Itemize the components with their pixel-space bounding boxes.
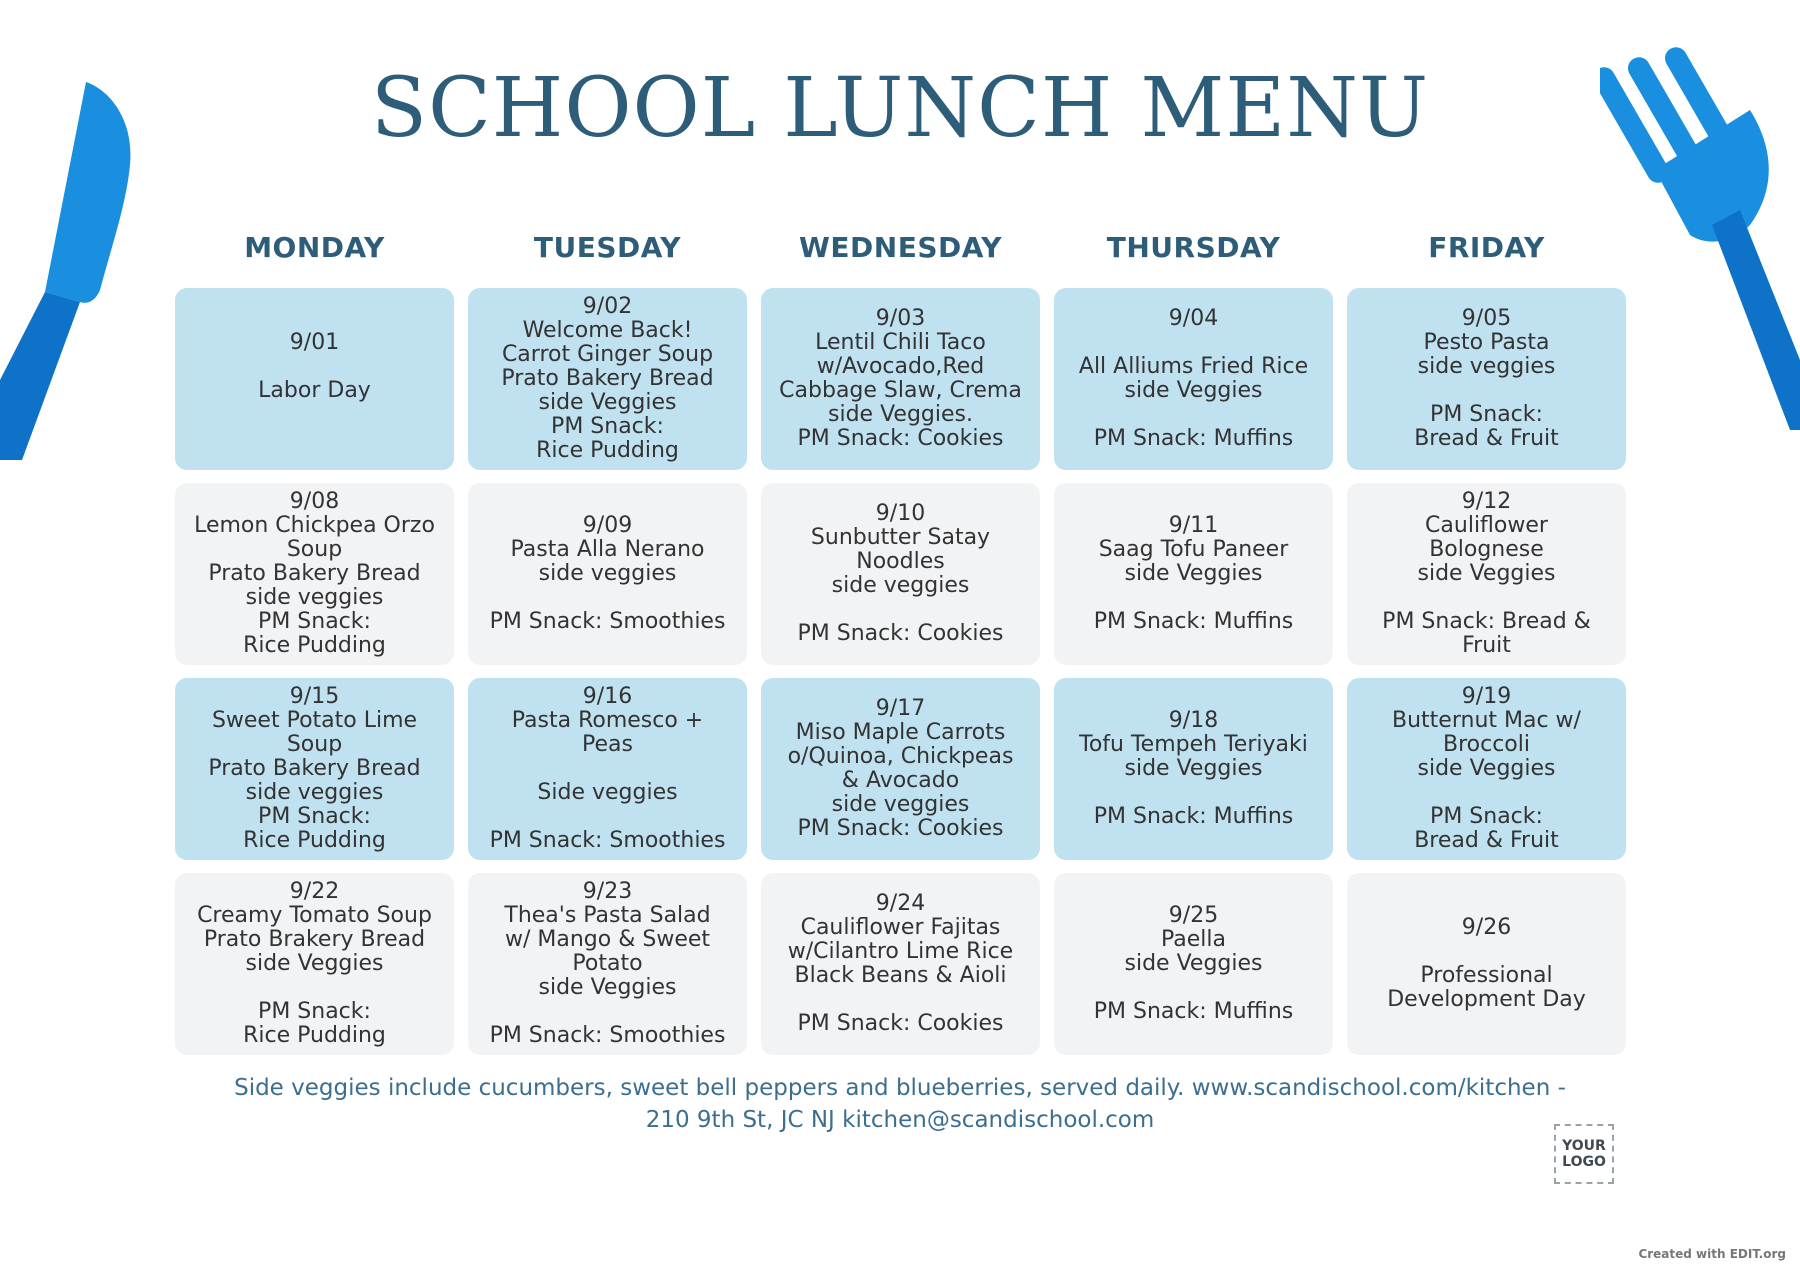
menu-item-line: Prato Brakery Bread bbox=[203, 927, 426, 952]
menu-item-line: PM Snack: bbox=[551, 414, 664, 439]
menu-date: 9/01 bbox=[289, 330, 340, 355]
menu-item-line: Development Day bbox=[1387, 987, 1586, 1012]
menu-item-line: Rice Pudding bbox=[243, 1023, 386, 1048]
menu-item-line: Prato Bakery Bread bbox=[208, 561, 421, 586]
menu-item-line: Prato Bakery Bread bbox=[208, 756, 421, 781]
menu-item-line: PM Snack: Cookies bbox=[797, 426, 1004, 451]
menu-date: 9/09 bbox=[582, 513, 633, 538]
menu-item-line: Bread & Fruit bbox=[1414, 426, 1559, 451]
menu-cell bbox=[175, 288, 454, 470]
menu-date: 9/24 bbox=[875, 891, 926, 916]
menu-item-line: side veggies bbox=[831, 792, 970, 817]
menu-item-line: Pasta Alla Nerano bbox=[510, 537, 705, 562]
menu-item-line: Sweet Potato Lime bbox=[211, 708, 418, 733]
menu-date: 9/18 bbox=[1168, 708, 1219, 733]
menu-item-line: side veggies bbox=[245, 780, 384, 805]
menu-item-line: PM Snack: bbox=[258, 609, 371, 634]
menu-cell bbox=[468, 678, 747, 860]
menu-item-line: side veggies bbox=[831, 573, 970, 598]
menu-item-line: PM Snack: bbox=[258, 804, 371, 829]
menu-item-line: Cauliflower bbox=[1425, 513, 1548, 538]
menu-cell bbox=[1054, 678, 1333, 860]
menu-item-line: Fruit bbox=[1462, 633, 1511, 658]
menu-date: 9/03 bbox=[875, 306, 926, 331]
footer-note bbox=[160, 1072, 1640, 1136]
menu-item-line: Labor Day bbox=[258, 378, 371, 403]
menu-item-line: Peas bbox=[582, 732, 633, 757]
menu-cell bbox=[175, 873, 454, 1055]
menu-item-line: All Alliums Fried Rice bbox=[1078, 354, 1309, 379]
menu-date: 9/05 bbox=[1461, 306, 1512, 331]
menu-item-line: PM Snack: Smoothies bbox=[489, 828, 726, 853]
menu-item-line: side Veggies bbox=[538, 975, 677, 1000]
day-header-thursday: THURSDAY bbox=[1106, 231, 1281, 264]
menu-item-line: Prato Bakery Bread bbox=[501, 366, 714, 391]
menu-cell bbox=[1347, 288, 1626, 470]
menu-item-line: Paella bbox=[1160, 927, 1226, 952]
menu-date: 9/16 bbox=[582, 684, 633, 709]
menu-item-line: PM Snack: Cookies bbox=[797, 1011, 1004, 1036]
day-header-wednesday: WEDNESDAY bbox=[799, 231, 1002, 264]
menu-item-line: side veggies bbox=[538, 561, 677, 586]
menu-item-line: o/Quinoa, Chickpeas bbox=[787, 744, 1014, 769]
menu-item-line: Tofu Tempeh Teriyaki bbox=[1079, 732, 1308, 757]
menu-item-line: PM Snack: bbox=[1430, 804, 1543, 829]
menu-item-line: Carrot Ginger Soup bbox=[501, 342, 714, 367]
menu-item-line: Sunbutter Satay bbox=[810, 525, 991, 550]
menu-date: 9/15 bbox=[289, 684, 340, 709]
menu-item-line: Miso Maple Carrots bbox=[795, 720, 1006, 745]
fork-icon bbox=[1600, 0, 1800, 430]
menu-item-line: Rice Pudding bbox=[536, 438, 679, 463]
menu-item-line: PM Snack: Smoothies bbox=[489, 1023, 726, 1048]
menu-date: 9/25 bbox=[1168, 903, 1219, 928]
menu-item-line: Saag Tofu Paneer bbox=[1098, 537, 1289, 562]
menu-date: 9/23 bbox=[582, 879, 633, 904]
menu-item-line: Soup bbox=[286, 537, 343, 562]
menu-date: 9/17 bbox=[875, 696, 926, 721]
menu-item-line: Lentil Chili Taco bbox=[815, 330, 986, 355]
day-header-friday: FRIDAY bbox=[1428, 231, 1545, 264]
menu-item-line: side Veggies bbox=[1124, 756, 1263, 781]
menu-item-line: Potato bbox=[572, 951, 643, 976]
menu-item-line: Cauliflower Fajitas bbox=[800, 915, 1001, 940]
menu-item-line: Bread & Fruit bbox=[1414, 828, 1559, 853]
menu-cell bbox=[761, 873, 1040, 1055]
menu-item-line: PM Snack: Cookies bbox=[797, 816, 1004, 841]
menu-cell bbox=[761, 483, 1040, 665]
day-header-tuesday: TUESDAY bbox=[533, 231, 682, 264]
menu-item-line: PM Snack: Muffins bbox=[1093, 609, 1294, 634]
menu-item-line: Broccoli bbox=[1443, 732, 1530, 757]
logo-text-1: YOUR bbox=[1562, 1138, 1606, 1154]
menu-item-line: w/ Mango & Sweet bbox=[504, 927, 711, 952]
menu-item-line: side Veggies bbox=[1124, 561, 1263, 586]
menu-item-line: Soup bbox=[286, 732, 343, 757]
menu-item-line: Lemon Chickpea Orzo bbox=[194, 513, 435, 538]
menu-date: 9/11 bbox=[1168, 513, 1219, 538]
menu-cell bbox=[468, 288, 747, 470]
day-header-monday: MONDAY bbox=[244, 231, 385, 264]
footer-line-1: Side veggies include cucumbers, sweet bell peppers and blueberries, served daily. www.scandischool.com/kitchen - bbox=[234, 1075, 1566, 1101]
menu-cell bbox=[761, 678, 1040, 860]
menu-cell bbox=[1054, 873, 1333, 1055]
menu-cell bbox=[1347, 873, 1626, 1055]
menu-date: 9/19 bbox=[1461, 684, 1512, 709]
menu-item-line: side Veggies bbox=[1124, 951, 1263, 976]
menu-item-line: Welcome Back! bbox=[522, 318, 693, 343]
menu-date: 9/08 bbox=[289, 489, 340, 514]
menu-item-line: side Veggies. bbox=[828, 402, 973, 427]
menu-cell bbox=[1347, 483, 1626, 665]
menu-cell bbox=[175, 483, 454, 665]
menu-item-line: PM Snack: Muffins bbox=[1093, 999, 1294, 1024]
footer-line-2: 210 9th St, JC NJ kitchen@scandischool.com bbox=[645, 1107, 1155, 1133]
menu-item-line: w/Cilantro Lime Rice bbox=[787, 939, 1014, 964]
menu-item-line: PM Snack: Muffins bbox=[1093, 804, 1294, 829]
menu-grid bbox=[175, 222, 1629, 1068]
menu-item-line: side Veggies bbox=[538, 390, 677, 415]
menu-item-line: Rice Pudding bbox=[243, 828, 386, 853]
menu-item-line: side Veggies bbox=[1417, 756, 1556, 781]
menu-date: 9/02 bbox=[582, 294, 633, 319]
menu-item-line: side Veggies bbox=[245, 951, 384, 976]
menu-date: 9/22 bbox=[289, 879, 340, 904]
menu-cell bbox=[175, 678, 454, 860]
menu-cell bbox=[761, 288, 1040, 470]
menu-item-line: Black Beans & Aioli bbox=[794, 963, 1007, 988]
menu-item-line: Creamy Tomato Soup bbox=[197, 903, 432, 928]
menu-item-line: Cabbage Slaw, Crema bbox=[779, 378, 1022, 403]
menu-cell bbox=[468, 873, 747, 1055]
menu-item-line: Bolognese bbox=[1429, 537, 1544, 562]
menu-date: 9/04 bbox=[1168, 306, 1219, 331]
menu-item-line: side Veggies bbox=[1417, 561, 1556, 586]
menu-item-line: PM Snack: Muffins bbox=[1093, 426, 1294, 451]
menu-item-line: Pesto Pasta bbox=[1423, 330, 1550, 355]
menu-item-line: side veggies bbox=[1417, 354, 1556, 379]
menu-item-line: side Veggies bbox=[1124, 378, 1263, 403]
menu-cell bbox=[1054, 483, 1333, 665]
logo-text-2: LOGO bbox=[1562, 1154, 1606, 1170]
menu-item-line: Side veggies bbox=[537, 780, 678, 805]
watermark-credit: Created with EDIT.org bbox=[1638, 1247, 1786, 1261]
menu-item-line: Rice Pudding bbox=[243, 633, 386, 658]
menu-item-line: PM Snack: Cookies bbox=[797, 621, 1004, 646]
menu-item-line: Thea's Pasta Salad bbox=[504, 903, 711, 928]
menu-item-line: PM Snack: Bread & bbox=[1382, 609, 1591, 634]
menu-date: 9/12 bbox=[1461, 489, 1512, 514]
menu-item-line: Professional bbox=[1420, 963, 1553, 988]
menu-cell bbox=[468, 483, 747, 665]
menu-cell bbox=[1347, 678, 1626, 860]
menu-item-line: & Avocado bbox=[841, 768, 960, 793]
menu-item-line: PM Snack: bbox=[1430, 402, 1543, 427]
menu-date: 9/10 bbox=[875, 501, 926, 526]
menu-item-line: Pasta Romesco + bbox=[511, 708, 704, 733]
page-title: SCHOOL LUNCH MENU bbox=[370, 61, 1430, 156]
menu-item-line: Butternut Mac w/ bbox=[1392, 708, 1581, 733]
menu-item-line: PM Snack: Smoothies bbox=[489, 609, 726, 634]
menu-item-line: Noodles bbox=[856, 549, 945, 574]
menu-cell bbox=[1054, 288, 1333, 470]
menu-item-line: w/Avocado,Red bbox=[816, 354, 985, 379]
menu-item-line: side veggies bbox=[245, 585, 384, 610]
menu-item-line: PM Snack: bbox=[258, 999, 371, 1024]
logo-placeholder bbox=[1554, 1124, 1614, 1184]
menu-date: 9/26 bbox=[1461, 915, 1512, 940]
